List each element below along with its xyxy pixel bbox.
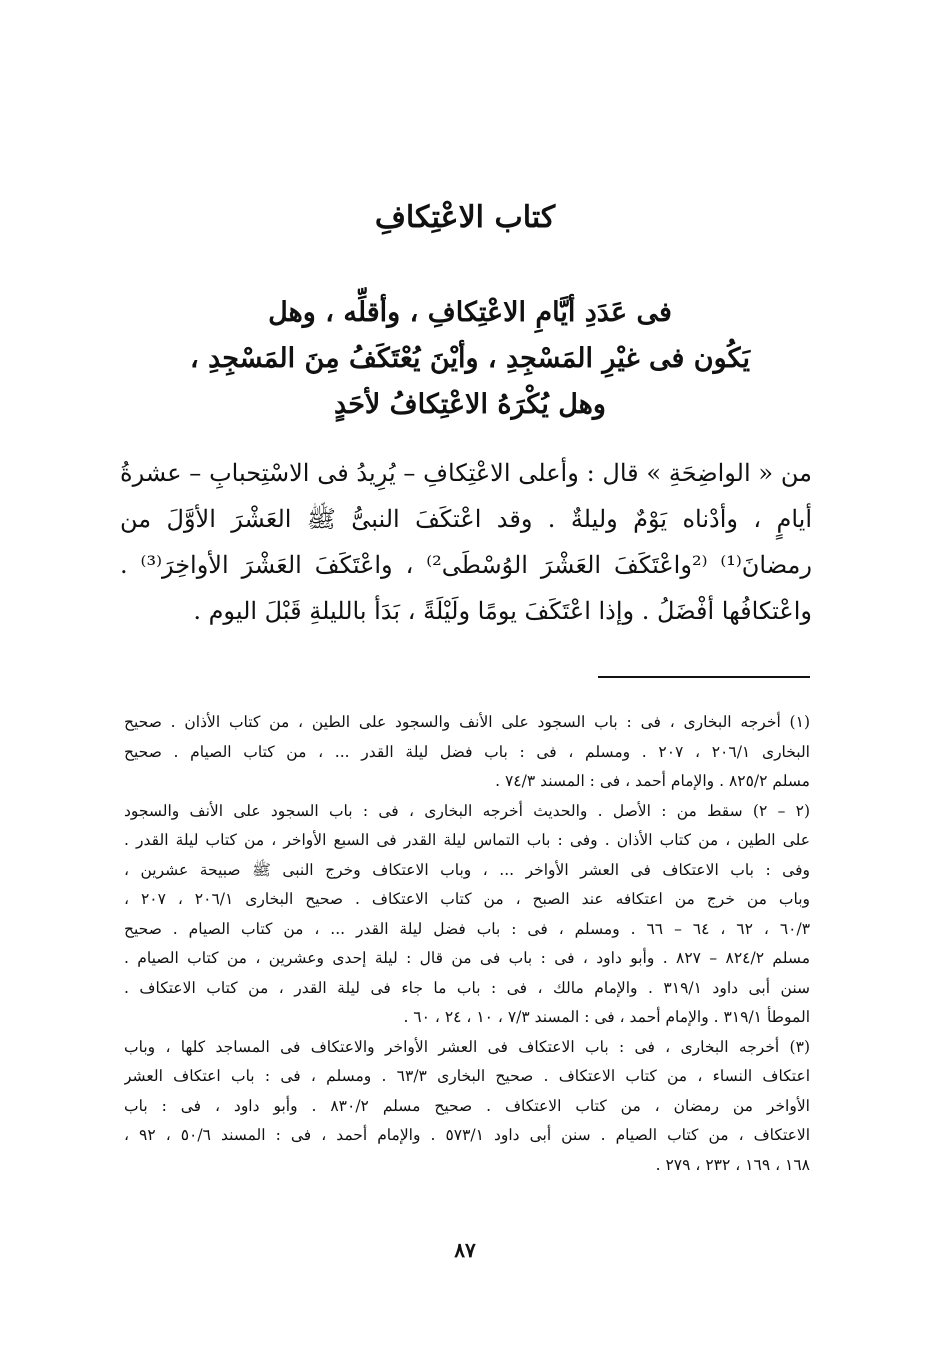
footnote-line: سنن أبى داود ٣١٩/١ . والإمام مالك ، فى : باب ما جاء فى ليلة القدر ، من كتاب الاعتكاف . (124, 978, 810, 997)
main-text-line: أيامٍ ، وأدْناه يَوْمٌ وليلةٌ . وقد اعْتكَفَ النبىُّ ﷺ العَشْرَ الأوَّلَ من (120, 505, 812, 533)
footnote-line: ٦٠/٣ ، ٦٢ ، ٦٤ – ٦٦ . ومسلم ، فى : باب فضل ليلة القدر ... ، من كتاب الصيام . صحيح (124, 919, 810, 938)
main-text-line: من « الواضِحَةِ » قال : وأعلى الاعْتِكافِ – يُرِيدُ فى الاسْتِحبابِ – عشرةُ (120, 459, 812, 487)
main-text-line: واعْتكافُها أفْضَلُ . وإذا اعْتَكَفَ يومًا ولَيْلَةً ، بَدَأ بالليلةِ قَبْلَ اليوم . (193, 597, 812, 625)
book-title: كتاب الاعْتِكافِ (374, 200, 556, 235)
footnote-line: (٢ – ٢) سقط من : الأصل . والحديث أخرجه البخارى ، فى : باب السجود على الأنف والسجود (124, 801, 810, 820)
footnote-line: اعتكاف النساء ، من كتاب الاعتكاف . صحيح البخارى ٦٣/٣ . ومسلم ، فى : باب اعتكاف العشر (124, 1067, 810, 1085)
main-text-line: رمضانَ⁽¹⁾ ⁽²واعْتَكَفَ العَشْرَ الوُسْطَى²⁾ ، واعْتَكَفَ العَشْرَ الأواخِرَ⁽³⁾ . (120, 551, 812, 579)
footnote-line: مسلم ٨٢٤/٢ – ٨٢٧ . وأبو داود ، فى : باب فى من قال : ليلة إحدى وعشرين ، من كتاب الصيام . (124, 949, 810, 967)
main-paragraph (120, 450, 812, 634)
footnote-line: وفى : باب الاعتكاف فى العشر الأواخر ... ، وباب الاعتكاف وخرج النبى ﷺ صبيحة عشرين ، (124, 860, 810, 879)
footnote-line: البخارى ٢٠٦/١ ، ٢٠٧ . ومسلم ، فى : باب فضل ليلة القدر ... ، من كتاب الصيام . صحيح (124, 742, 810, 761)
footnote-line: الاعتكاف ، من كتاب الصيام . سنن أبى داود ٥٧٣/١ . والإمام أحمد ، فى : المسند ٥٠/٦ ، ٩٢ ، (124, 1126, 810, 1144)
chapter-heading-line: فى عَدَدِ أيَّامِ الاعْتِكافِ ، وأقلِّه ، وهل (268, 297, 672, 328)
footnotes (124, 708, 810, 1180)
footnote-line: (٣) أخرجه البخارى ، فى : باب الاعتكاف فى العشر الأواخر والاعتكاف فى المساجد كلها ، وباب (124, 1037, 810, 1056)
page-number: ٨٧ (454, 1238, 476, 1262)
footnote-line: ١٦٨ ، ١٦٩ ، ٢٣٢ ، ٢٧٩ . (655, 1155, 810, 1174)
chapter-heading-line: يَكُون فى غيْرِ المَسْجِدِ ، وأيْنَ يُعْتَكَفُ مِنَ المَسْجِدِ ، (189, 343, 751, 374)
footnote-line: الأواخر من رمضان ، من كتاب الاعتكاف . صحيح مسلم ٨٣٠/٢ . وأبو داود ، فى : باب (124, 1096, 810, 1115)
chapter-heading-line: وهل يُكْرَهُ الاعْتِكافُ لأحَدٍ (334, 389, 606, 420)
footnote-divider (598, 676, 810, 678)
footnote-line: على الطين ، من كتاب الأذان . وفى : باب التماس ليلة القدر فى السبع الأواخر ، من كتاب ليلة القدر . (124, 831, 810, 849)
footnote-line: (١) أخرجه البخارى ، فى : باب السجود على الأنف والسجود على الطين ، من كتاب الأذان . صحيح (124, 713, 810, 731)
footnote-line: مسلم ٨٢٥/٢ . والإمام أحمد ، فى : المسند ٧٤/٣ . (495, 772, 810, 790)
footnote-line: الموطأ ٣١٩/١ . والإمام أحمد ، فى : المسند ٧/٣ ، ١٠ ، ٢٤ ، ٦٠ . (403, 1008, 810, 1026)
footnote-line: وباب من خرج من اعتكافه عند الصبح ، من كتاب الاعتكاف . صحيح البخارى ٢٠٦/١ ، ٢٠٧ ، (124, 890, 810, 908)
chapter-heading (170, 290, 770, 428)
